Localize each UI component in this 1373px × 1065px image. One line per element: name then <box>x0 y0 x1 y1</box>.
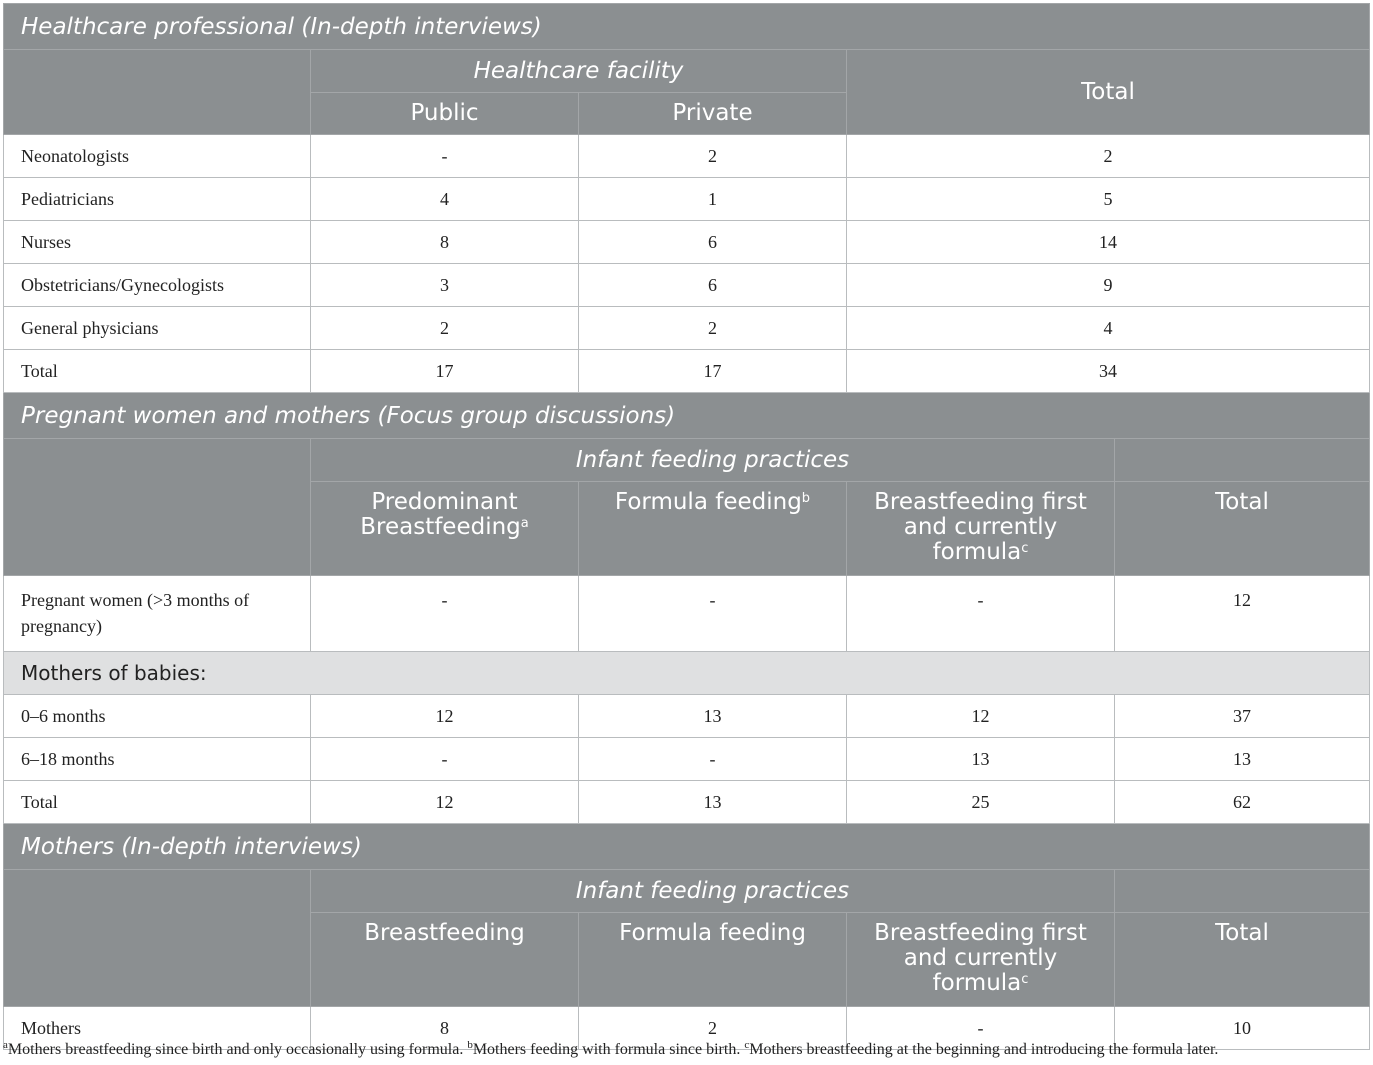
cell: 2 <box>311 307 579 350</box>
footnote-marker: c <box>744 1039 750 1051</box>
row-label: General physicians <box>4 307 311 350</box>
participants-table <box>3 3 1370 1050</box>
footnote-marker: a <box>3 1039 8 1051</box>
table-row <box>4 135 1370 178</box>
row-label: 6–18 months <box>4 738 311 781</box>
cell: - <box>579 576 847 652</box>
cell: 13 <box>847 738 1115 781</box>
cell: 2 <box>579 135 847 178</box>
table-row <box>4 781 1370 824</box>
cell: 8 <box>311 1007 579 1050</box>
section-title: Healthcare professional (In-depth interviews) <box>4 4 1370 50</box>
column-header: Formula feeding <box>579 913 847 1007</box>
column-header: Total <box>1115 913 1370 1007</box>
column-header: Predominant Breastfeeding$^a$ <box>311 482 579 576</box>
header-empty <box>1115 439 1370 482</box>
column-header: Total <box>1115 482 1370 576</box>
section-title: Mothers (In-depth interviews) <box>4 824 1370 870</box>
column-header: Public <box>311 93 579 135</box>
cell: 17 <box>579 350 847 393</box>
row-label: 0–6 months <box>4 695 311 738</box>
subheader: Mothers of babies: <box>4 652 1370 695</box>
table-row <box>4 178 1370 221</box>
cell: 2 <box>847 135 1370 178</box>
cell: 37 <box>1115 695 1370 738</box>
table-row <box>4 221 1370 264</box>
group-header: Infant feeding practices <box>311 870 1115 913</box>
footnote-text: Mothers breastfeeding since birth and only occasionally using formula. <box>7 1041 464 1058</box>
cell: 12 <box>847 695 1115 738</box>
group-header: Infant feeding practices <box>311 439 1115 482</box>
cell: 2 <box>579 1007 847 1050</box>
footnote-text: Mothers breastfeeding at the beginning and introducing the formula later. <box>749 1041 1219 1058</box>
cell: 14 <box>847 221 1370 264</box>
row-label: Total <box>4 781 311 824</box>
cell: 8 <box>311 221 579 264</box>
row-label: Nurses <box>4 221 311 264</box>
cell: 12 <box>1115 576 1370 652</box>
header-empty <box>4 870 311 1007</box>
cell: 12 <box>311 781 579 824</box>
column-header: Breastfeeding first and currently formula$^c$ <box>847 482 1115 576</box>
cell: - <box>847 576 1115 652</box>
cell: 1 <box>579 178 847 221</box>
footnote-text: Mothers feeding with formula since birth. <box>472 1041 741 1058</box>
cell: 4 <box>847 307 1370 350</box>
column-header: Private <box>579 93 847 135</box>
cell: 2 <box>579 307 847 350</box>
cell: - <box>579 738 847 781</box>
table-row <box>4 264 1370 307</box>
header-empty <box>4 439 311 576</box>
group-header: Healthcare facility <box>311 50 847 93</box>
header-empty <box>1115 870 1370 913</box>
cell: 6 <box>579 264 847 307</box>
table-row <box>4 576 1370 652</box>
cell: 6 <box>579 221 847 264</box>
cell: - <box>311 576 579 652</box>
row-label: Total <box>4 350 311 393</box>
table-row <box>4 350 1370 393</box>
cell: 25 <box>847 781 1115 824</box>
cell: 13 <box>579 781 847 824</box>
row-label: Pediatricians <box>4 178 311 221</box>
column-header: Total <box>847 50 1370 135</box>
cell: 62 <box>1115 781 1370 824</box>
footnotes <box>3 1041 1373 1059</box>
cell: - <box>847 1007 1115 1050</box>
row-label: Pregnant women (>3 months of pregnancy) <box>4 576 311 652</box>
cell: 4 <box>311 178 579 221</box>
table-row <box>4 695 1370 738</box>
row-label: Mothers <box>4 1007 311 1050</box>
cell: 3 <box>311 264 579 307</box>
footnote-marker: b <box>467 1039 473 1051</box>
cell: 13 <box>579 695 847 738</box>
cell: - <box>311 738 579 781</box>
row-label: Neonatologists <box>4 135 311 178</box>
cell: 17 <box>311 350 579 393</box>
cell: 34 <box>847 350 1370 393</box>
column-header: Formula feeding$^b$ <box>579 482 847 576</box>
cell: 10 <box>1115 1007 1370 1050</box>
cell: 9 <box>847 264 1370 307</box>
header-empty <box>4 50 311 135</box>
column-header: Breastfeeding first and currently formula$^c$ <box>847 913 1115 1007</box>
table-row <box>4 307 1370 350</box>
row-label: Obstetricians/Gynecologists <box>4 264 311 307</box>
table-row <box>4 738 1370 781</box>
cell: 13 <box>1115 738 1370 781</box>
cell: 5 <box>847 178 1370 221</box>
cell: 12 <box>311 695 579 738</box>
column-header: Breastfeeding <box>311 913 579 1007</box>
section-title: Pregnant women and mothers (Focus group discussions) <box>4 393 1370 439</box>
cell: - <box>311 135 579 178</box>
